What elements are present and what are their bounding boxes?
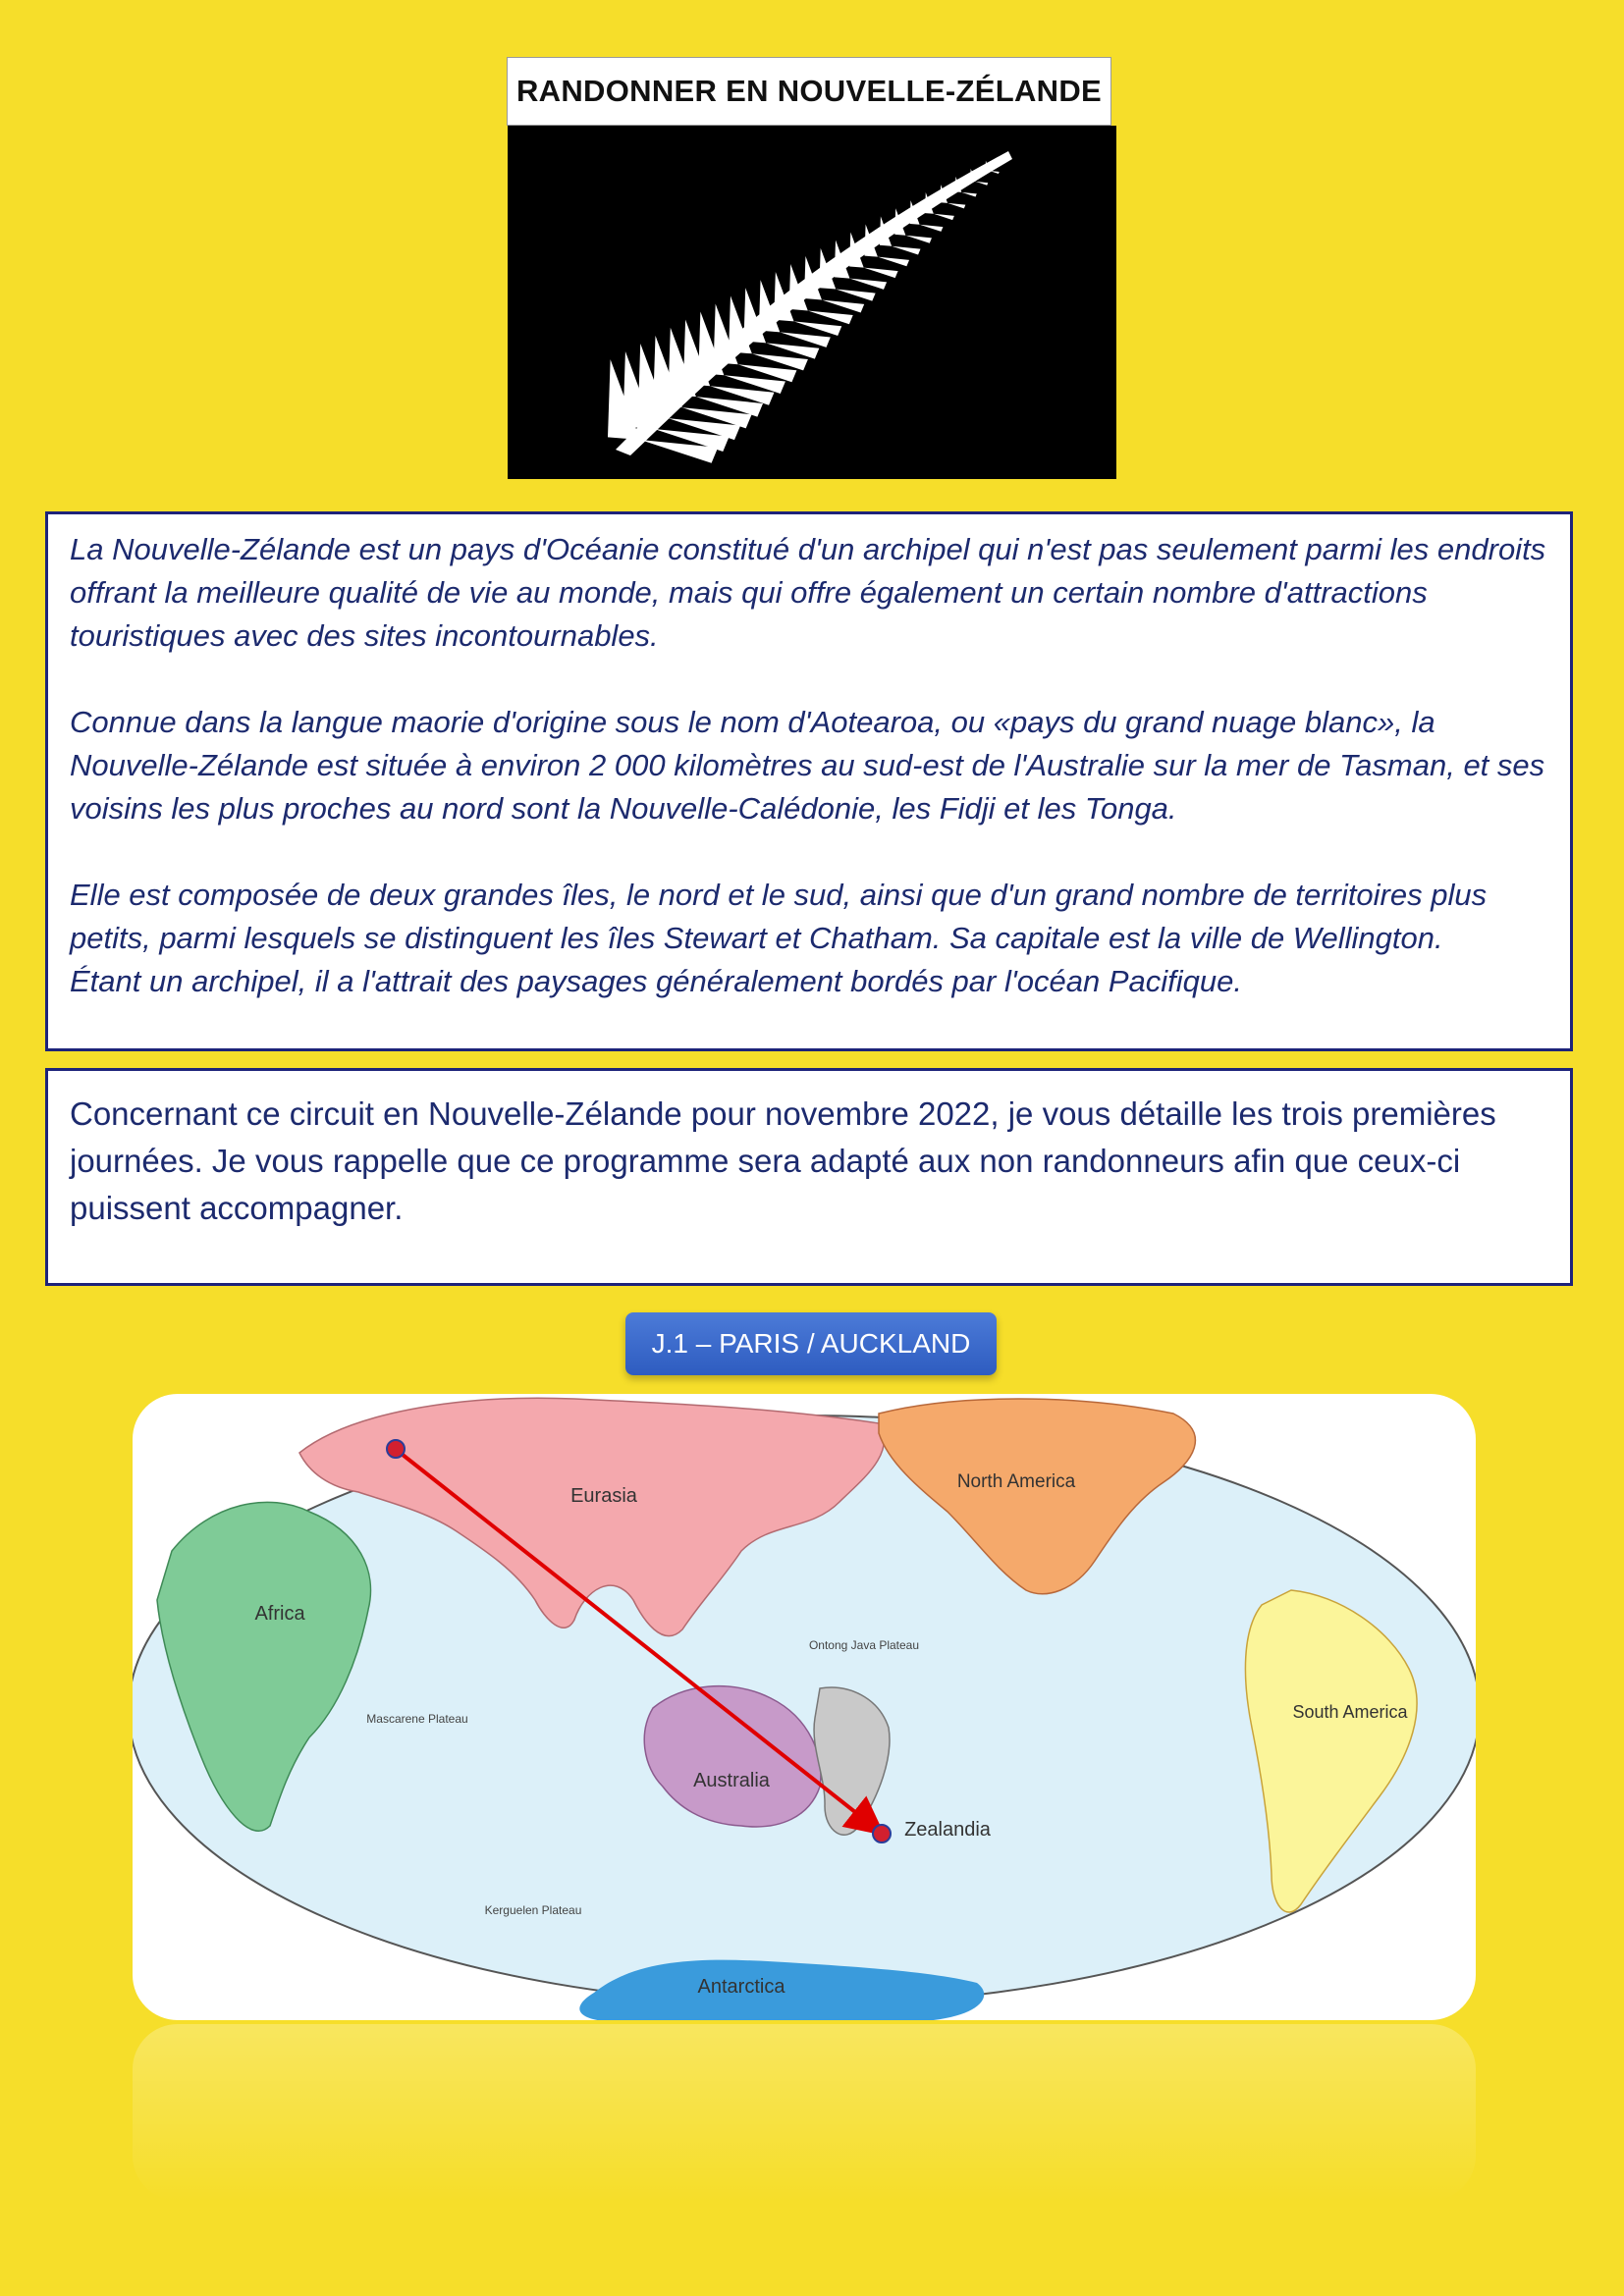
label-eurasia: Eurasia <box>570 1485 637 1507</box>
label-antarctica: Antarctica <box>697 1976 785 1998</box>
auckland-marker <box>873 1825 891 1842</box>
label-ontong-java: Ontong Java Plateau <box>808 1638 920 1652</box>
map-reflection <box>133 2024 1476 2201</box>
zealandia-map-svg <box>133 1394 1476 2020</box>
label-mascarene: Mascarene Plateau <box>366 1712 468 1726</box>
silver-fern-flag <box>508 126 1116 479</box>
day-1-button[interactable]: J.1 – PARIS / AUCKLAND <box>625 1312 997 1375</box>
intro-text-box <box>45 511 1573 1051</box>
circuit-paragraph: Concernant ce circuit en Nouvelle-Zélande pour novembre 2022, je vous détaille les trois premières journées. Je vous rappelle que ce programme sera adapté aux non randonneurs afin que ceux-ci puissent accompagner. <box>70 1095 1496 1226</box>
label-africa: Africa <box>254 1603 305 1625</box>
label-kerguelen: Kerguelen Plateau <box>484 1903 582 1917</box>
world-map <box>133 1394 1476 2020</box>
intro-paragraph-3: Elle est composée de deux grandes îles, le nord et le sud, ainsi que d'un grand nombre de territoires plus petits, parmi lesquels se distinguent les îles Stewart et Chatham. Sa capitale est la ville de Wellington. <box>70 878 1488 955</box>
label-south-america: South America <box>1292 1702 1408 1722</box>
intro-paragraph-1: La Nouvelle-Zélande est un pays d'Océanie constitué d'un archipel qui n'est pas seulement parmi les endroits offrant la meilleure qualité de vie au monde, mais qui offre également un certain nombre d'attractions touristiques avec des sites incontournables. <box>70 532 1546 653</box>
intro-paragraph-4: Étant un archipel, il a l'attrait des paysages généralement bordés par l'océan Pacifique. <box>70 964 1242 998</box>
silver-fern-icon <box>508 126 1116 479</box>
label-north-america: North America <box>956 1471 1076 1492</box>
label-australia: Australia <box>693 1770 770 1791</box>
intro-paragraph-2: Connue dans la langue maorie d'origine sous le nom d'Aotearoa, ou «pays du grand nuage blanc», la Nouvelle-Zélande est située à environ 2 000 kilomètres au sud-est de l'Australie sur la mer de Tasman, et ses voisins les plus proches au nord sont la Nouvelle-Calédonie, les Fidji et les Tonga. <box>70 705 1545 826</box>
label-zealandia: Zealandia <box>904 1819 991 1841</box>
page-title: RANDONNER EN NOUVELLE-ZÉLANDE <box>507 57 1111 126</box>
circuit-text-box <box>45 1068 1573 1286</box>
paris-marker <box>387 1440 405 1458</box>
